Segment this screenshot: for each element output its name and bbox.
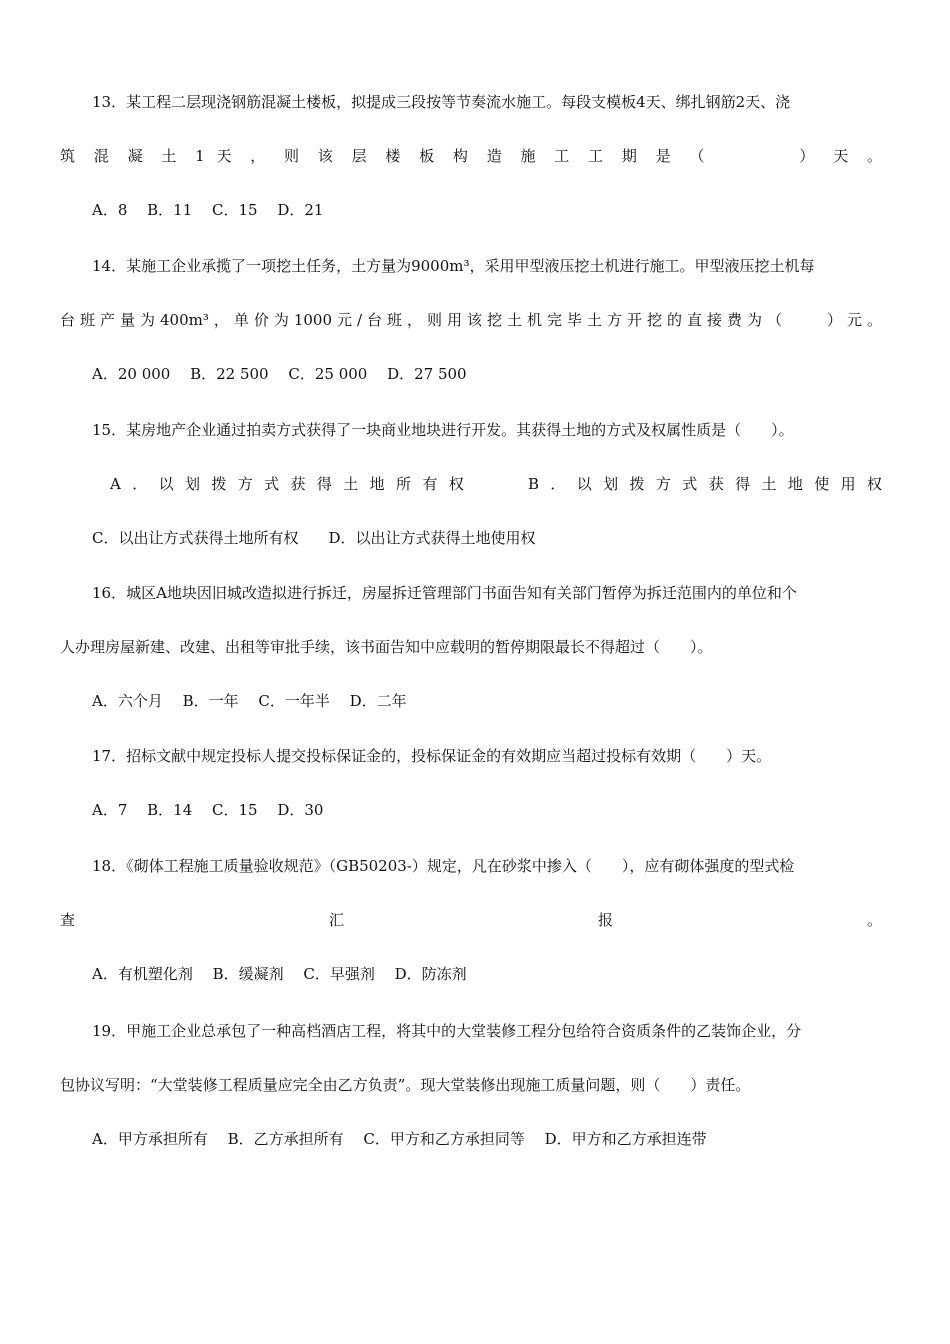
- question-19-text-cont: 包协议写明：“大堂装修工程质量应完全由乙方负责”。现大堂装修出现施工质量问题，则（ ）责任。: [60, 1076, 751, 1094]
- question-15-options-ab: A．以划拨方式获得土地所有权 B．以划拨方式获得土地使用权: [110, 475, 882, 493]
- question-17-text: 17．招标文献中规定投标人提交投标保证金的，投标保证金的有效期应当超过投标有效期（ ）天。: [92, 747, 772, 765]
- question-13-text-cont: 筑 混 凝 土 1 天 ， 则 该 层 楼 板 构 造 施 工 工 期 是 （ ） 天 。: [60, 147, 882, 165]
- question-19-options: A．甲方承担所有 B．乙方承担所有 C．甲方和乙方承担同等 D．甲方和乙方承担连带: [92, 1130, 707, 1148]
- question-13-options: A．8 B．11 C．15 D．21: [92, 201, 324, 219]
- question-15-text: 15．某房地产企业通过拍卖方式获得了一块商业地块进行开发。其获得土地的方式及权属性质是（ ）。: [92, 421, 794, 439]
- question-18-options: A．有机塑化剂 B．缓凝剂 C．早强剂 D．防冻剂: [92, 965, 467, 983]
- question-13-text: 13．某工程二层现浇钢筋混凝土楼板，拟提成三段按等节奏流水施工。每段支模板4天、绑扎钢筋2天、浇: [92, 93, 791, 111]
- question-18-text: 18．《砌体工程施工质量验收规范》（GB50203-）规定，凡在砂浆中掺入（ ），应有砌体强度的型式检: [92, 857, 795, 875]
- question-16-text-cont: 人办理房屋新建、改建、出租等审批手续，该书面告知中应载明的暂停期限最长不得超过（ ）。: [60, 638, 713, 656]
- question-18-text-cont: 查 汇 报 。: [60, 911, 882, 929]
- question-15-options-cd: C．以出让方式获得土地所有权 D．以出让方式获得土地使用权: [92, 529, 536, 547]
- question-16-options: A．六个月 B．一年 C．一年半 D．二年: [92, 692, 407, 710]
- question-17-options: A．7 B．14 C．15 D．30: [92, 801, 324, 819]
- question-14-text-cont: 台班产量为400m³，单价为1000元/台班，则用该挖土机完毕土方开挖的直接费为（ ）元。: [60, 311, 882, 329]
- question-14-text: 14．某施工企业承揽了一项挖土任务，土方量为9000m³，采用甲型液压挖土机进行施工。甲型液压挖土机每: [92, 257, 815, 275]
- question-14-options: A．20 000 B．22 500 C．25 000 D．27 500: [92, 365, 467, 383]
- question-16-text: 16．城区A地块因旧城改造拟进行拆迁，房屋拆迁管理部门书面告知有关部门暂停为拆迁范围内的单位和个: [92, 584, 797, 602]
- question-19-text: 19．甲施工企业总承包了一种高档酒店工程，将其中的大堂装修工程分包给符合资质条件的乙装饰企业，分: [92, 1022, 802, 1040]
